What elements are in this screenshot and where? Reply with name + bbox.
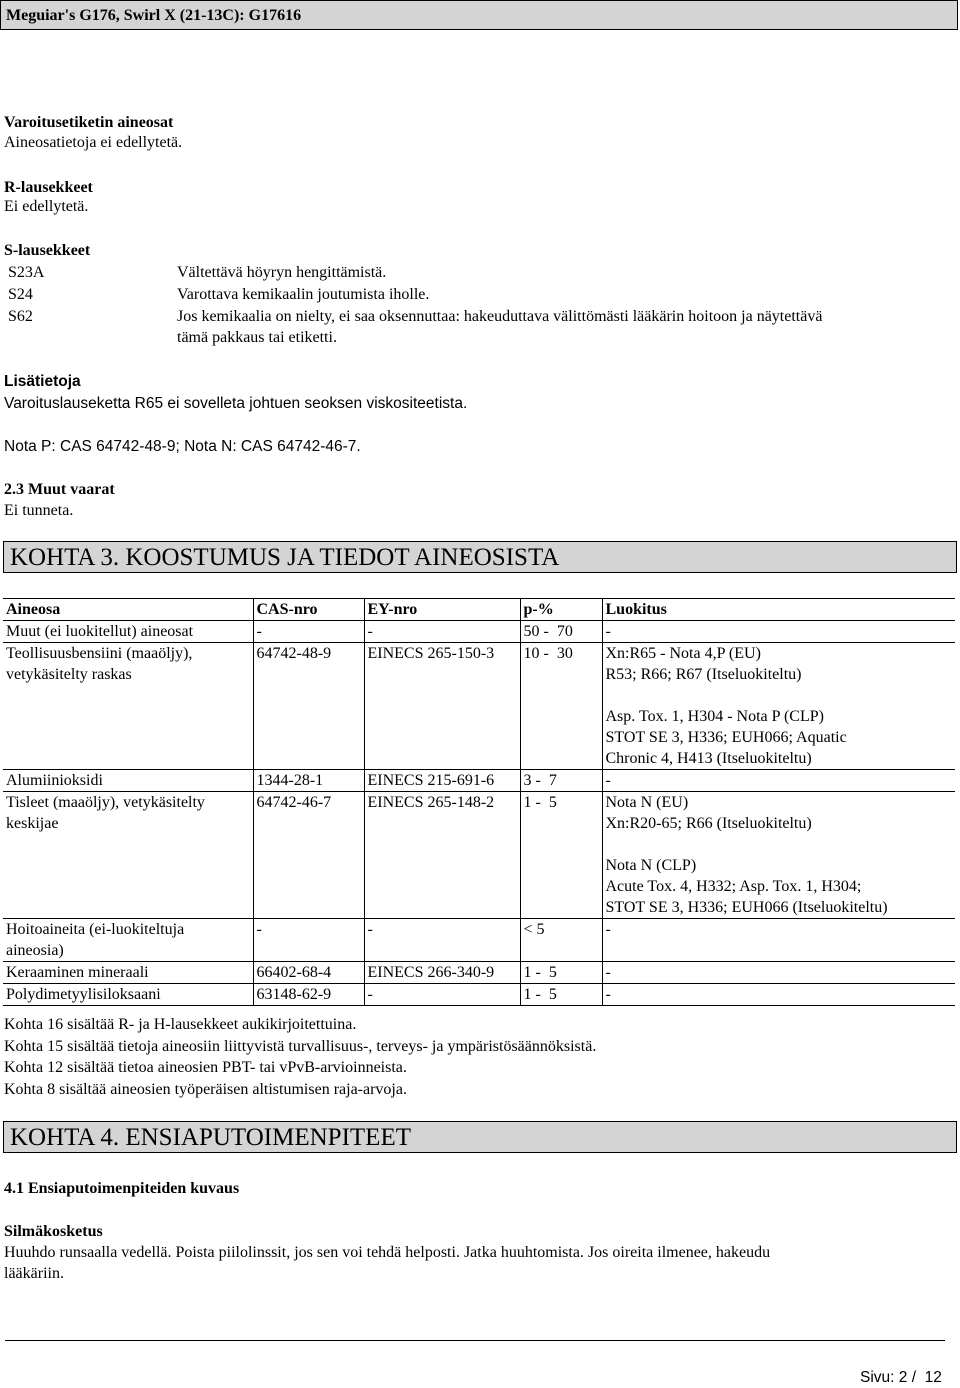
- document-title: Meguiar's G176, Swirl X (21-13C): G17616: [6, 7, 302, 24]
- note-line: Kohta 16 sisältää R- ja H-lausekkeet aukikirjoitettuina.: [4, 1016, 357, 1033]
- ingredient-name: Tisleet (maaöljy), vetykäsitelty keskijae: [3, 792, 253, 919]
- classification: -: [602, 770, 955, 792]
- ingredient-name: Teollisuusbensiini (maaöljy), vetykäsitelty raskas: [3, 643, 253, 770]
- table-row: [3, 984, 955, 1006]
- section-4-title: KOHTA 4. ENSIAPUTOIMENPITEET: [10, 1124, 411, 1151]
- table-row: [3, 770, 955, 792]
- ec-number: EINECS 265-150-3: [364, 643, 520, 770]
- note-line: Kohta 8 sisältää aineosien työperäisen altistumisen raja-arvoja.: [4, 1081, 407, 1098]
- percentage: < 5: [520, 919, 602, 962]
- percentage: 1 - 5: [520, 984, 602, 1006]
- note-line: Kohta 12 sisältää tietoa aineosien PBT- tai vPvB-arvioinneista.: [4, 1059, 407, 1076]
- cas-number: 64742-48-9: [253, 643, 364, 770]
- ingredient-name: Polydimetyylisiloksaani: [3, 984, 253, 1006]
- ingredient-name: Keraaminen mineraali: [3, 962, 253, 984]
- cas-number: 1344-28-1: [253, 770, 364, 792]
- r-phrases-text: Ei edellytetä.: [4, 198, 89, 215]
- s-phrase-text-continued: tämä pakkaus tai etiketti.: [177, 329, 337, 346]
- additional-info-text: Varoituslauseketta R65 ei sovelleta johtuen seoksen viskositeetista.: [4, 395, 468, 412]
- ec-number: EINECS 215-691-6: [364, 770, 520, 792]
- ec-number: -: [364, 984, 520, 1006]
- column-header: Luokitus: [602, 599, 955, 621]
- classification: -: [602, 621, 955, 643]
- ec-number: EINECS 266-340-9: [364, 962, 520, 984]
- cas-number: 66402-68-4: [253, 962, 364, 984]
- cas-number: -: [253, 919, 364, 962]
- section-4-header: [3, 1121, 957, 1153]
- s-phrase-code: S62: [8, 308, 33, 325]
- classification: -: [602, 962, 955, 984]
- table-header-row: [3, 599, 955, 621]
- column-header: Aineosa: [3, 599, 253, 621]
- section-3-header: [3, 541, 957, 573]
- composition-table: [3, 598, 955, 1006]
- page-number: Sivu: 2 / 12: [860, 1369, 942, 1386]
- first-aid-heading: 4.1 Ensiaputoimenpiteiden kuvaus: [4, 1180, 240, 1197]
- ingredient-name: Alumiinioksidi: [3, 770, 253, 792]
- ec-number: EINECS 265-148-2: [364, 792, 520, 919]
- ec-number: -: [364, 919, 520, 962]
- table-row: [3, 919, 955, 962]
- column-header: EY-nro: [364, 599, 520, 621]
- r-phrases-heading: R-lausekkeet: [4, 179, 93, 196]
- percentage: 10 - 30: [520, 643, 602, 770]
- table-row: [3, 621, 955, 643]
- eye-contact-text-continued: lääkäriin.: [4, 1265, 64, 1282]
- table-row: [3, 792, 955, 919]
- nota-text: Nota P: CAS 64742-48-9; Nota N: CAS 64742-46-7.: [4, 438, 361, 455]
- footer-divider: [5, 1340, 945, 1341]
- note-line: Kohta 15 sisältää tietoja aineosiin liittyvistä turvallisuus-, terveys- ja ympäristösäännöksistä.: [4, 1038, 597, 1055]
- classification: -: [602, 984, 955, 1006]
- column-header: CAS-nro: [253, 599, 364, 621]
- s-phrase-text: Vältettävä höyryn hengittämistä.: [177, 264, 387, 281]
- additional-info-heading: Lisätietoja: [4, 373, 81, 390]
- percentage: 1 - 5: [520, 962, 602, 984]
- classification: Xn:R65 - Nota 4,P (EU) R53; R66; R67 (Itseluokiteltu) Asp. Tox. 1, H304 - Nota P (CLP) STOT SE 3, H336; EUH066; Aquatic Chronic 4, H413 (Itseluokiteltu): [602, 643, 955, 770]
- other-hazards-text: Ei tunneta.: [4, 502, 74, 519]
- eye-contact-heading: Silmäkosketus: [4, 1223, 103, 1240]
- classification: -: [602, 919, 955, 962]
- table-row: [3, 962, 955, 984]
- ingredient-name: Hoitoaineita (ei-luokiteltuja aineosia): [3, 919, 253, 962]
- s-phrase-text: Varottava kemikaalin joutumista iholle.: [177, 286, 430, 303]
- section-3-title: KOHTA 3. KOOSTUMUS JA TIEDOT AINEOSISTA: [10, 544, 560, 571]
- warning-label-heading: Varoitusetiketin aineosat: [4, 114, 174, 131]
- eye-contact-text: Huuhdo runsaalla vedellä. Poista piilolinssit, jos sen voi tehdä helposti. Jatka huuhtomista. Jos oireita ilmenee, hakeudu: [4, 1244, 771, 1261]
- s-phrase-text: Jos kemikaalia on nielty, ei saa oksennuttaa: hakeuduttava välittömästi lääkärin hoitoon ja näytettävä: [177, 308, 823, 325]
- cas-number: 64742-46-7: [253, 792, 364, 919]
- percentage: 50 - 70: [520, 621, 602, 643]
- s-phrase-code: S24: [8, 286, 33, 303]
- s-phrases-heading: S-lausekkeet: [4, 242, 91, 259]
- other-hazards-heading: 2.3 Muut vaarat: [4, 481, 115, 498]
- ingredient-name: Muut (ei luokitellut) aineosat: [3, 621, 253, 643]
- percentage: 3 - 7: [520, 770, 602, 792]
- table-row: [3, 643, 955, 770]
- percentage: 1 - 5: [520, 792, 602, 919]
- cas-number: -: [253, 621, 364, 643]
- warning-label-text: Aineosatietoja ei edellytetä.: [4, 134, 183, 151]
- s-phrase-code: S23A: [8, 264, 45, 281]
- column-header: p-%: [520, 599, 602, 621]
- document-header: [0, 0, 958, 30]
- classification: Nota N (EU) Xn:R20-65; R66 (Itseluokiteltu) Nota N (CLP) Acute Tox. 4, H332; Asp. Tox. 1, H304; STOT SE 3, H336; EUH066 (Itseluokiteltu): [602, 792, 955, 919]
- cas-number: 63148-62-9: [253, 984, 364, 1006]
- ec-number: -: [364, 621, 520, 643]
